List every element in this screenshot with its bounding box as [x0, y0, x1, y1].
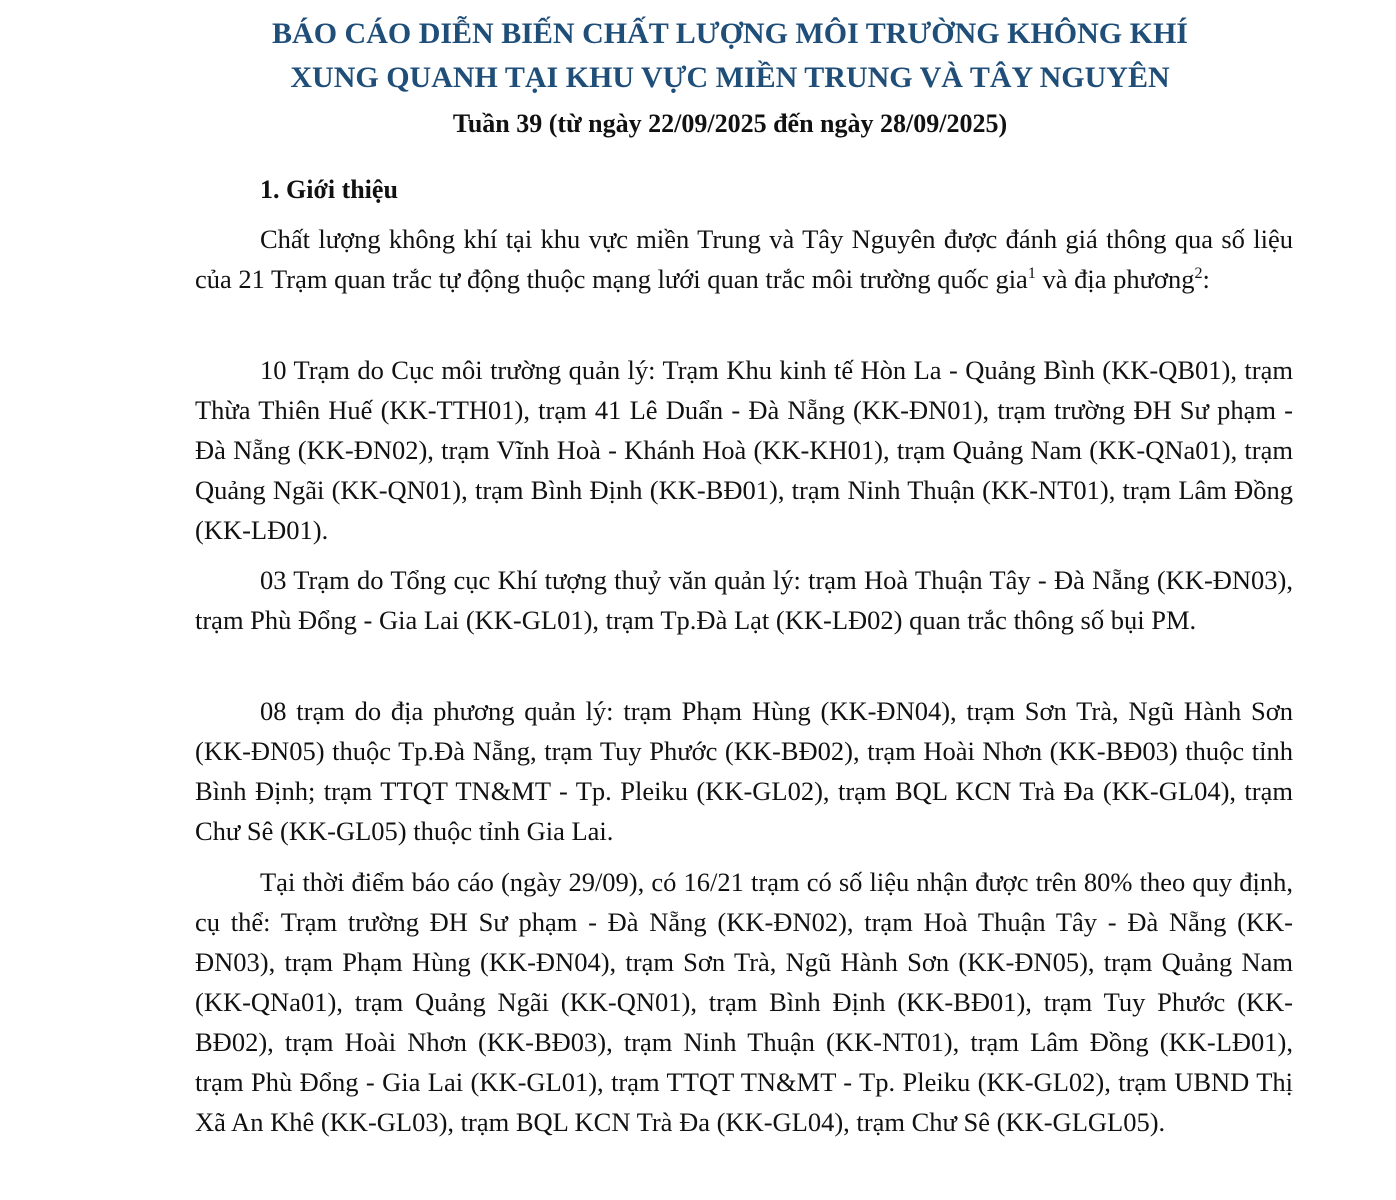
intro-text-part2: và địa phương — [1035, 264, 1195, 294]
paragraph-local-stations: 08 trạm do địa phương quản lý: trạm Phạm Hùng (KK-ĐN04), trạm Sơn Trà, Ngũ Hành Sơn (KK-ĐN05) thuộc Tp.Đà Nẵng, trạm Tuy Phước (KK-BĐ02), trạm Hoài Nhơn (KK-BĐ03) thuộc tỉnh Bình Định; trạm TTQT TN&MT - Tp. Pleiku (KK-GL02), trạm BQL KCN Trà Đa (KK-GL04), trạm Chư Sê (KK-GL05) thuộc tỉnh Gia Lai. — [195, 696, 1293, 846]
report-week-subtitle: Tuần 39 (từ ngày 22/09/2025 đến ngày 28/09/2025) — [452, 109, 1008, 138]
intro-paragraph — [195, 219, 1293, 299]
report-title-line2: XUNG QUANH TẠI KHU VỰC MIỀN TRUNG VÀ TÂY NGUYÊN — [290, 61, 1170, 94]
section-heading-introduction: 1. Giới thiệu — [260, 175, 398, 204]
paragraph-ministry-stations: 10 Trạm do Cục môi trường quản lý: Trạm Khu kinh tế Hòn La - Quảng Bình (KK-QB01), trạm Thừa Thiên Huế (KK-TTH01), trạm 41 Lê Duẩn - Đà Nẵng (KK-ĐN01), trạm trường ĐH Sư phạm - Đà Nẵng (KK-ĐN02), trạm Vĩnh Hoà - Khánh Hoà (KK-KH01), trạm Quảng Nam (KK-QNa01), trạm Quảng Ngãi (KK-QN01), trạm Bình Định (KK-BĐ01), trạm Ninh Thuận (KK-NT01), trạm Lâm Đồng (KK-LĐ01). — [195, 355, 1293, 545]
footnote-ref-1[interactable]: 1 — [1027, 265, 1036, 283]
paragraph-data-availability: Tại thời điểm báo cáo (ngày 29/09), có 16/21 trạm có số liệu nhận được trên 80% theo quy định, cụ thể: Trạm trường ĐH Sư phạm - Đà Nẵng (KK-ĐN02), trạm Hoà Thuận Tây - Đà Nẵng (KK-ĐN03), trạm Phạm Hùng (KK-ĐN04), trạm Sơn Trà, Ngũ Hành Sơn (KK-ĐN05), trạm Quảng Nam (KK-QNa01), trạm Quảng Ngãi (KK-QN01), trạm Bình Định (KK-BĐ01), trạm Tuy Phước (KK-BĐ02), trạm Hoài Nhơn (KK-BĐ03), trạm Ninh Thuận (KK-NT01), trạm Lâm Đồng (KK-LĐ01), trạm Phù Đổng - Gia Lai (KK-GL01), trạm TTQT TN&MT - Tp. Pleiku (KK-GL02), trạm UBND Thị Xã An Khê (KK-GL03), trạm BQL KCN Trà Đa (KK-GL04), trạm Chư Sê (KK-GLGL05). — [195, 867, 1293, 1137]
intro-text-part3: : — [1202, 264, 1210, 294]
intro-text-part1: Chất lượng không khí tại khu vực miền Trung và Tây Nguyên được đánh giá thông qua số liệu của 21 Trạm quan trắc tự động thuộc mạng lưới quan trắc môi trường quốc gia — [195, 224, 1293, 294]
report-title-line1: BÁO CÁO DIỄN BIẾN CHẤT LƯỢNG MÔI TRƯỜNG KHÔNG KHÍ — [272, 17, 1188, 50]
paragraph-hydromet-stations: 03 Trạm do Tổng cục Khí tượng thuỷ văn quản lý: trạm Hoà Thuận Tây - Đà Nẵng (KK-ĐN03), trạm Phù Đổng - Gia Lai (KK-GL01), trạm Tp.Đà Lạt (KK-LĐ02) quan trắc thông số bụi PM. — [195, 565, 1293, 635]
footnote-ref-2[interactable]: 2 — [1194, 265, 1203, 283]
